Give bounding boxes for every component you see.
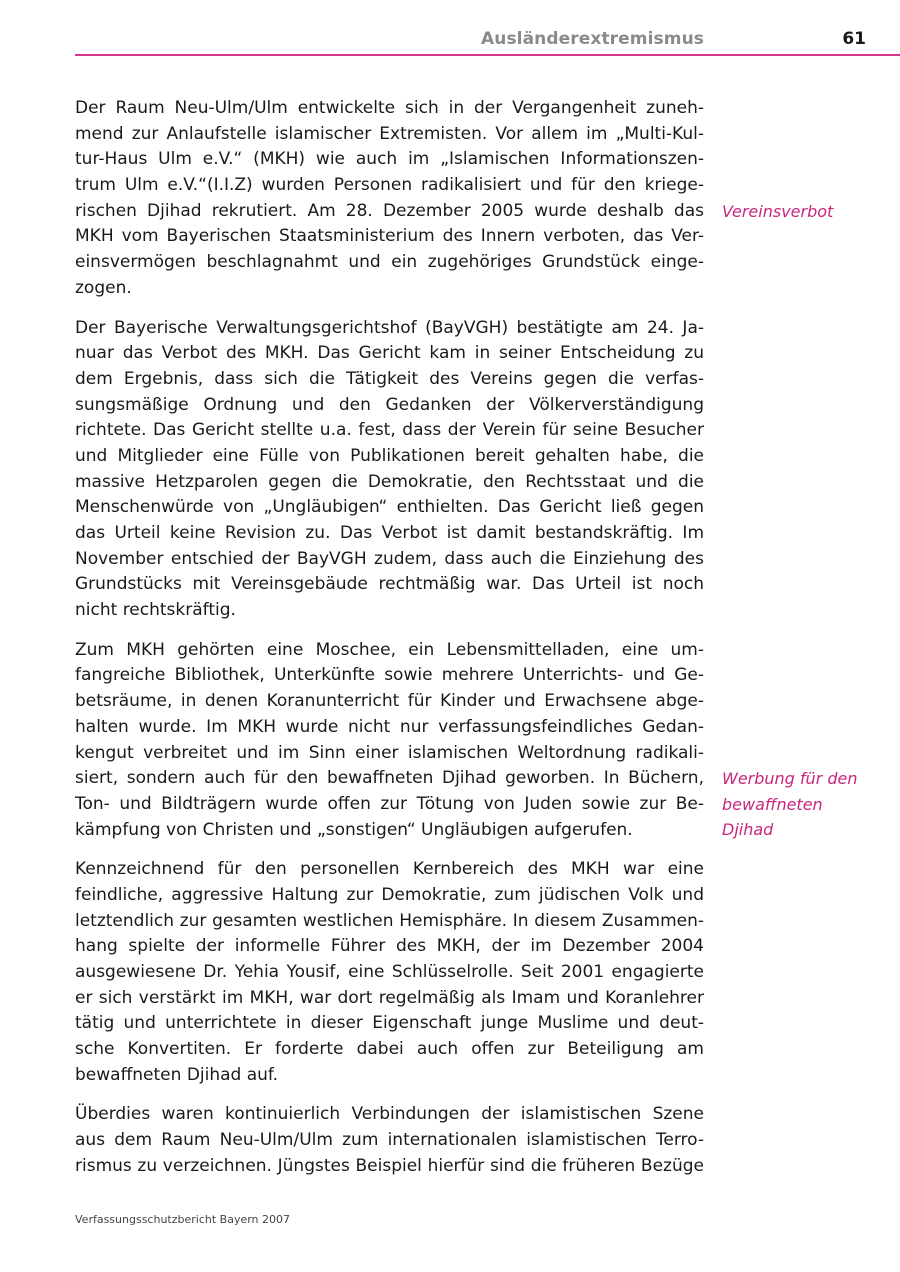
text-line: Kennzeichnend für den personellen Kernbereich des MKH war eine bbox=[75, 859, 704, 880]
paragraph-1 bbox=[75, 96, 704, 302]
margin-note-line: bewaffneten bbox=[722, 794, 823, 814]
text-line: er sich verstärkt im MKH, war dort regelmäßig als Imam und Koranlehrer bbox=[75, 987, 704, 1008]
text-line: Ton- und Bildträgern wurde offen zur Tötung von Juden sowie zur Be- bbox=[75, 793, 704, 814]
text-line: Grundstücks mit Vereinsgebäude rechtmäßig war. Das Urteil ist noch bbox=[75, 574, 704, 595]
paragraph-3 bbox=[75, 638, 704, 844]
text-line: richtete. Das Gericht stellte u.a. fest, dass der Verein für seine Besucher bbox=[75, 420, 704, 441]
text-line: November entschied der BayVGH zudem, dass auch die Einziehung des bbox=[75, 548, 704, 569]
text-line: das Urteil keine Revision zu. Das Verbot ist damit bestandskräftig. Im bbox=[75, 523, 704, 543]
text-line: Menschenwürde von „Ungläubigen“ enthielten. Das Gericht ließ gegen bbox=[75, 497, 704, 518]
margin-note-line: Djihad bbox=[722, 820, 774, 840]
text-line: Der Raum Neu-Ulm/Ulm entwickelte sich in der Vergangenheit zuneh- bbox=[75, 98, 704, 118]
margin-note-line: Vereinsverbot bbox=[722, 202, 834, 221]
paragraph-4 bbox=[75, 857, 704, 1088]
page-header bbox=[75, 24, 900, 56]
header-title: Ausländerextremismus bbox=[481, 29, 704, 49]
paragraph-2 bbox=[75, 316, 704, 624]
text-line: kämpfung von Christen und „sonstigen“ Ungläubigen aufgerufen. bbox=[75, 819, 633, 840]
text-line: tätig und unterrichtete in dieser Eigenschaft junge Muslime und deut- bbox=[75, 1013, 704, 1034]
text-line: fangreiche Bibliothek, Unterkünfte sowie mehrere Unterrichts- und Ge- bbox=[75, 665, 704, 686]
paragraph-5 bbox=[75, 1102, 704, 1179]
page-number: 61 bbox=[842, 29, 866, 49]
text-line: und Mitglieder eine Fülle von Publikationen bereit gehalten habe, die bbox=[75, 445, 704, 466]
text-line: halten wurde. Im MKH wurde nicht nur verfassungsfeindliches Gedan- bbox=[75, 716, 704, 737]
text-line: bewaffneten Djihad auf. bbox=[75, 1064, 279, 1085]
margin-note-line: Werbung für den bbox=[722, 769, 858, 788]
text-line: nuar das Verbot des MKH. Das Gericht kam in seiner Entscheidung zu bbox=[75, 343, 704, 364]
text-line: hang spielte der informelle Führer des MKH, der im Dezember 2004 bbox=[75, 936, 704, 957]
text-line: dem Ergebnis, dass sich die Tätigkeit des Vereins gegen die verfas- bbox=[75, 368, 704, 389]
text-line: letztendlich zur gesamten westlichen Hemisphäre. In diesem Zusammen- bbox=[75, 910, 704, 931]
text-line: siert, sondern auch für den bewaffneten Djihad geworben. In Büchern, bbox=[75, 768, 704, 789]
text-line: Überdies waren kontinuierlich Verbindungen der islamistischen Szene bbox=[75, 1104, 704, 1125]
text-line: mend zur Anlaufstelle islamischer Extremisten. Vor allem im „Multi-Kul- bbox=[75, 123, 704, 144]
text-line: nicht rechtskräftig. bbox=[75, 600, 236, 621]
text-line: kengut verbreitet und im Sinn einer islamischen Weltordnung radikali- bbox=[75, 742, 704, 763]
margin-note-vereinsverbot bbox=[722, 199, 833, 225]
text-line: tur-Haus Ulm e.V.“ (MKH) wie auch im „Islamischen Informationszen- bbox=[75, 149, 704, 170]
text-line: ausgewiesene Dr. Yehia Yousif, eine Schlüsselrolle. Seit 2001 engagierte bbox=[75, 962, 704, 982]
text-line: Der Bayerische Verwaltungsgerichtshof (BayVGH) bestätigte am 24. Ja- bbox=[75, 317, 704, 338]
text-line: zogen. bbox=[75, 277, 132, 298]
text-line: rischen Djihad rekrutiert. Am 28. Dezember 2005 wurde deshalb das bbox=[75, 200, 704, 221]
page-footer: Verfassungsschutzbericht Bayern 2007 bbox=[75, 1213, 291, 1226]
text-line: rismus zu verzeichnen. Jüngstes Beispiel hierfür sind die früheren Bezüge bbox=[75, 1155, 704, 1176]
text-line: trum Ulm e.V.“(I.I.Z) wurden Personen radikalisiert und für den kriege- bbox=[75, 175, 704, 196]
text-line: massive Hetzparolen gegen die Demokratie, den Rechtsstaat und die bbox=[75, 471, 704, 492]
text-line: sche Konvertiten. Er forderte dabei auch offen zur Beteiligung am bbox=[75, 1039, 704, 1060]
text-line: betsräume, in denen Koranunterricht für Kinder und Erwachsene abge- bbox=[75, 691, 704, 712]
margin-note-werbung bbox=[722, 766, 858, 843]
text-line: feindliche, aggressive Haltung zur Demokratie, zum jüdischen Volk und bbox=[75, 884, 704, 905]
text-line: MKH vom Bayerischen Staatsministerium des Innern verboten, das Ver- bbox=[75, 226, 704, 247]
text-line: Zum MKH gehörten eine Moschee, ein Lebensmittelladen, eine um- bbox=[75, 639, 704, 660]
text-line: aus dem Raum Neu-Ulm/Ulm zum internationalen islamistischen Terro- bbox=[75, 1130, 704, 1151]
text-line: einsvermögen beschlagnahmt und ein zugehöriges Grundstück einge- bbox=[75, 252, 704, 273]
text-line: sungsmäßige Ordnung und den Gedanken der Völkerverständigung bbox=[75, 394, 704, 415]
main-text bbox=[75, 96, 704, 1194]
